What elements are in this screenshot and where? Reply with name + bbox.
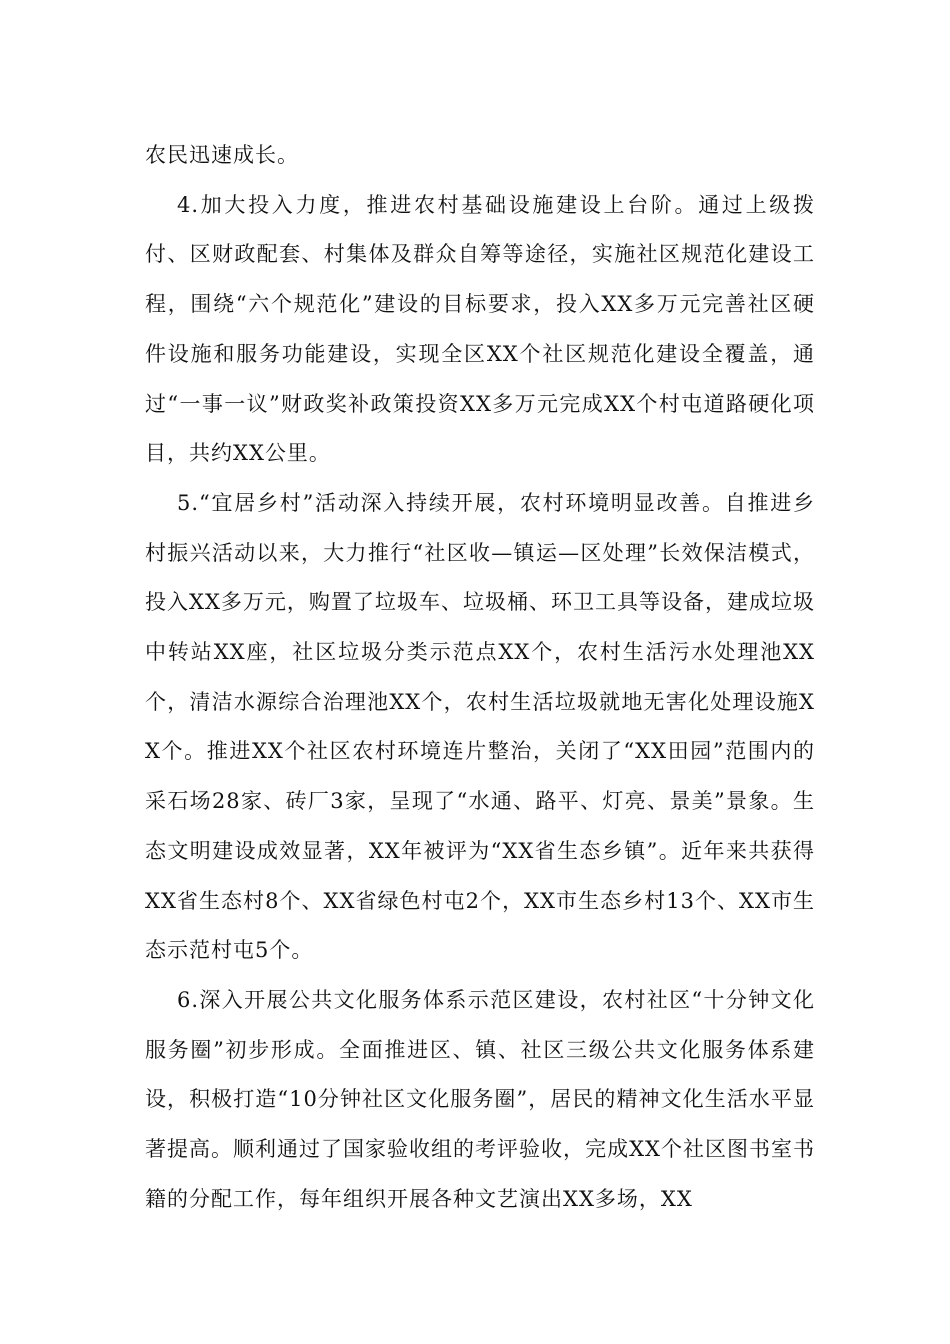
paragraph-item-6: 6.深入开展公共文化服务体系示范区建设，农村社区“十分钟文化服务圈”初步形成。全面推进区、镇、社区三级公共文化服务体系建设，积极打造“10分钟社区文化服务圈”，居民的精神文化生活水平显著提高。顺利通过了国家验收组的考评验收，完成XX个社区图书室书籍的分配工作，每年组织开展各种文艺演出XX多场，XX bbox=[145, 987, 815, 1211]
paragraph-continuation: 农民迅速成长。 bbox=[145, 143, 299, 167]
document-body bbox=[145, 131, 815, 1224]
paragraph-item-4: 4.加大投入力度，推进农村基础设施建设上台阶。通过上级拨付、区财政配套、村集体及群众自筹等途径，实施社区规范化建设工程，围绕“六个规范化”建设的目标要求，投入XX多万元完善社区硬件设施和服务功能建设，实现全区XX个社区规范化建设全覆盖，通过“一事一议”财政奖补政策投资XX多万元完成XX个村屯道路硬化项目，共约XX公里。 bbox=[145, 192, 815, 466]
paragraph-item-5: 5.“宜居乡村”活动深入持续开展，农村环境明显改善。自推进乡村振兴活动以来，大力推行“社区收—镇运—区处理”长效保洁模式，投入XX多万元，购置了垃圾车、垃圾桶、环卫工具等设备，建成垃圾中转站XX座，社区垃圾分类示范点XX个，农村生活污水处理池XX个，清洁水源综合治理池XX个，农村生活垃圾就地无害化处理设施XX个。推进XX个社区农村环境连片整治，关闭了“XX田园”范围内的采石场28家、砖厂3家，呈现了“水通、路平、灯亮、景美”景象。生态文明建设成效显著，XX年被评为“XX省生态乡镇”。近年来共获得XX省生态村8个、XX省绿色村屯2个，XX市生态乡村13个、XX市生态示范村屯5个。 bbox=[145, 490, 815, 963]
